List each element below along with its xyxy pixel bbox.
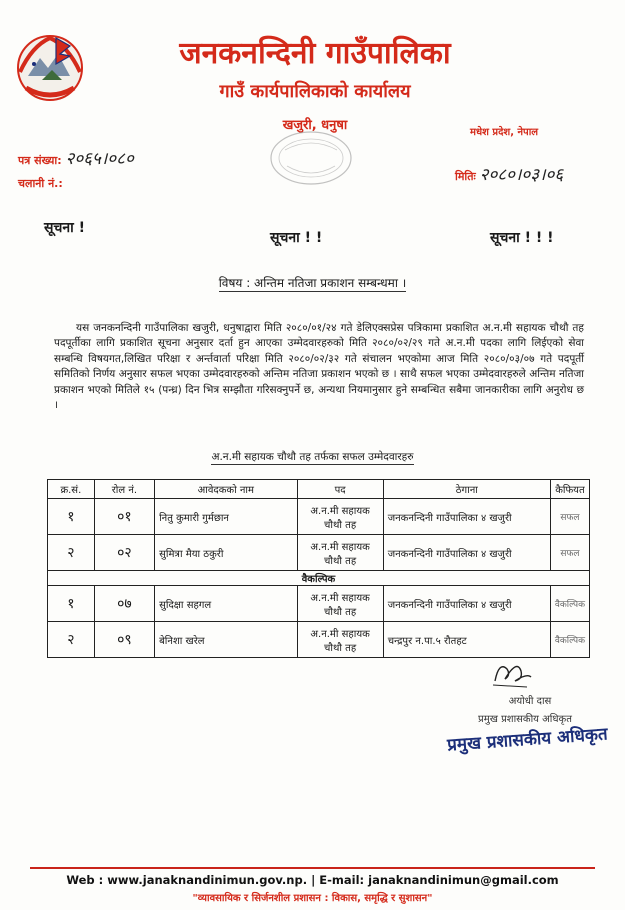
cell-post: अ.न.मी सहायक चौथौ तह bbox=[297, 622, 383, 658]
letter-date bbox=[455, 162, 563, 185]
alternate-divider-row bbox=[48, 571, 590, 586]
notice-heading-2: सूचना ! ! bbox=[270, 230, 323, 246]
cell-remark: वैकल्पिक bbox=[550, 622, 589, 658]
table-row bbox=[48, 586, 590, 622]
cell-remark: सफल bbox=[550, 535, 589, 571]
cell-name: नितु कुमारी गुर्मछान bbox=[155, 499, 297, 535]
alternate-label: वैकल्पिक bbox=[48, 571, 590, 586]
dispatch-number-label: चलानी नं.: bbox=[18, 177, 63, 190]
table-header-row bbox=[48, 480, 590, 499]
footer-slogan: "व्यावसायिक र सिर्जनशील प्रशासन : विकास, समृद्धि र सुशासन" bbox=[192, 893, 433, 904]
col-remark: कैफियत bbox=[550, 480, 589, 499]
subject-line bbox=[0, 274, 625, 291]
cell-roll: ०९ bbox=[94, 622, 154, 658]
col-address: ठेगाना bbox=[383, 480, 550, 499]
cell-name: सुदिक्षा सहगल bbox=[155, 586, 297, 622]
cell-roll: ०१ bbox=[94, 499, 154, 535]
reference-number bbox=[18, 146, 134, 169]
footer-contact: Web : www.janaknandinimun.gov.np. | E-mail: janaknandinimun@gmail.com bbox=[66, 873, 559, 887]
cell-post: अ.न.मी सहायक चौथौ तह bbox=[297, 586, 383, 622]
cell-serial: २ bbox=[48, 622, 95, 658]
notice-heading-1: सूचना ! bbox=[44, 220, 86, 236]
col-post: पद bbox=[297, 480, 383, 499]
table-title bbox=[0, 450, 625, 464]
cell-address: जनकनन्दिनी गाउँपालिका ४ खजुरी bbox=[383, 535, 550, 571]
office-name: गाउँ कार्यपालिकाको कार्यालय bbox=[219, 81, 411, 102]
cell-roll: ०२ bbox=[94, 535, 154, 571]
col-roll: रोल नं. bbox=[94, 480, 154, 499]
col-serial: क्र.सं. bbox=[48, 480, 95, 499]
cell-address: जनकनन्दिनी गाउँपालिका ४ खजुरी bbox=[383, 499, 550, 535]
footer-divider bbox=[30, 867, 595, 869]
results-table bbox=[47, 479, 590, 658]
table-row bbox=[48, 535, 590, 571]
table-title-text: अ.न.मी सहायक चौथौ तह तर्फका सफल उम्मेदवारहरु bbox=[211, 451, 414, 463]
cell-address: जनकनन्दिनी गाउँपालिका ४ खजुरी bbox=[383, 586, 550, 622]
cell-serial: १ bbox=[48, 586, 95, 622]
reference-label: पत्र संख्या: bbox=[18, 154, 62, 167]
notice-body: यस जनकनन्दिनी गाउँपालिका खजुरी, धनुषाद्वारा मिति २०८०/०१/२४ गते डेलिएक्सप्रेस पत्रिकामा प्रकाशित अ.न.मी सहायक चौथौ तह पदपूर्तीका लागि प्रकाशित सूचना अनुसार दर्ता हुन आएका उम्मेदवारहरुको मिति २०८०/०२/२९ गते अ.न.मी पदका लागि लिईएको सेवा सम्बन्धि विषयगत,लिखित परिक्षा र अर्न्तवार्ता परिक्षा मिति २०८०/०२/३२ गते संचालन भएकोमा आज मिति २०८०/०३/०७ गते पदपूर्ती समितिको निर्णय अनुसार सफल भएका उम्मेदवारहरुको अन्तिम नतिजा प्रकाशन भएको छ । साथै सफल भएका उम्मेदवारहरुले अन्तिम नतिजा प्रकाशन भएको मितिले १५ (पन्ध्र) दिन भित्र सम्झौता गरिसक्नुपर्ने छ, अन्यथा नियमानुसार हुने सम्बन्धित सबैमा जानकारीका लागि अनुरोध छ । bbox=[54, 322, 584, 412]
coat-of-arms-emblem bbox=[12, 28, 88, 104]
notice-heading-3: सूचना ! ! ! bbox=[490, 230, 554, 246]
table-row bbox=[48, 622, 590, 658]
org-name: जनकनन्दिनी गाउँपालिका bbox=[179, 36, 451, 71]
designation-stamp: प्रमुख प्रशासकीय अधिकृत bbox=[446, 724, 609, 756]
cell-name: सुमित्रा मैया ठकुरी bbox=[155, 535, 297, 571]
table-row bbox=[48, 499, 590, 535]
signer-title: प्रमुख प्रशासकीय अधिकृत bbox=[478, 714, 572, 725]
handwritten-signature bbox=[487, 655, 537, 691]
org-address: खजुरी, धनुषा bbox=[282, 118, 348, 133]
cell-remark: वैकल्पिक bbox=[550, 586, 589, 622]
office-seal-stamp bbox=[265, 128, 357, 188]
date-label: मितिः bbox=[455, 170, 476, 183]
cell-roll: ०७ bbox=[94, 586, 154, 622]
cell-serial: १ bbox=[48, 499, 95, 535]
date-value: २०८०।०३।०६ bbox=[479, 165, 564, 185]
province-label: मधेश प्रदेश, नेपाल bbox=[470, 127, 539, 138]
cell-post: अ.न.मी सहायक चौथौ तह bbox=[297, 535, 383, 571]
cell-address: चन्द्रपुर न.पा.५ रौतहट bbox=[383, 622, 550, 658]
signer-name: अयोधी दास bbox=[508, 696, 552, 707]
cell-post: अ.न.मी सहायक चौथौ तह bbox=[297, 499, 383, 535]
reference-value: २०६५।०८० bbox=[65, 149, 134, 169]
cell-name: बेनिशा खरेल bbox=[155, 622, 297, 658]
col-name: आवेदकको नाम bbox=[155, 480, 297, 499]
subject-text: विषय : अन्तिम नतिजा प्रकाशन सम्बन्धमा । bbox=[218, 276, 407, 290]
cell-remark: सफल bbox=[550, 499, 589, 535]
cell-serial: २ bbox=[48, 535, 95, 571]
